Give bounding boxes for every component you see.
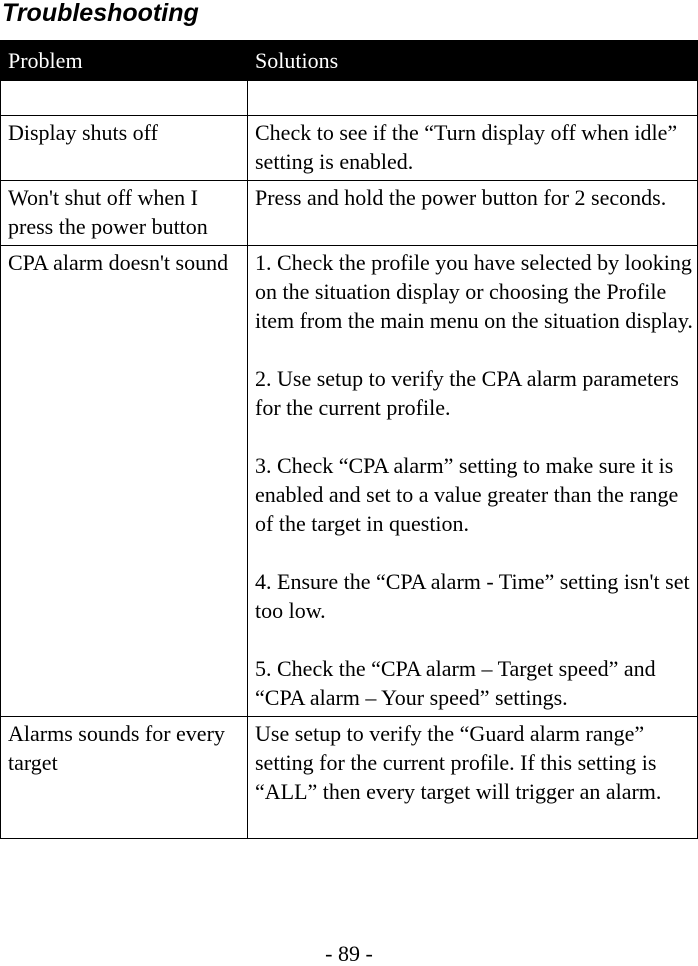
section-heading: Troubleshooting (2, 0, 199, 27)
table-cell-empty (1, 81, 248, 116)
solution-cell: Check to see if the “Turn display off when idle” setting is enabled. (248, 116, 698, 181)
problem-cell: Alarms sounds for every target (1, 717, 248, 839)
solution-cell: Use setup to verify the “Guard alarm range” setting for the current profile. If this setting is “ALL” then every target will trigger an alarm. (248, 717, 698, 839)
table-cell-empty (248, 81, 698, 116)
solution-step: 1. Check the profile you have selected by looking on the situation display or choosing the Profile item from the main menu on the situation display. (255, 250, 693, 333)
column-header-problem: Problem (1, 41, 248, 81)
troubleshooting-table (0, 40, 698, 839)
column-header-solutions: Solutions (248, 41, 698, 81)
solution-step: 3. Check “CPA alarm” setting to make sure it is enabled and set to a value greater than the range of the target in question. (255, 453, 679, 536)
page-number: - 89 - (325, 941, 373, 966)
table-row (1, 246, 698, 717)
table-row (1, 181, 698, 246)
solution-cell (248, 246, 698, 717)
solution-step: 4. Ensure the “CPA alarm - Time” setting isn't set too low. (255, 569, 690, 623)
solution-cell: Press and hold the power button for 2 seconds. (248, 181, 698, 246)
solution-step: 5. Check the “CPA alarm – Target speed” and “CPA alarm – Your speed” settings. (255, 656, 656, 710)
problem-cell: Display shuts off (1, 116, 248, 181)
table-header-row (1, 41, 698, 81)
table-row-blank (1, 81, 698, 116)
table-row (1, 116, 698, 181)
table-row (1, 717, 698, 839)
problem-cell: Won't shut off when I press the power button (1, 181, 248, 246)
solution-step: 2. Use setup to verify the CPA alarm parameters for the current profile. (255, 366, 679, 420)
problem-cell: CPA alarm doesn't sound (1, 246, 248, 717)
